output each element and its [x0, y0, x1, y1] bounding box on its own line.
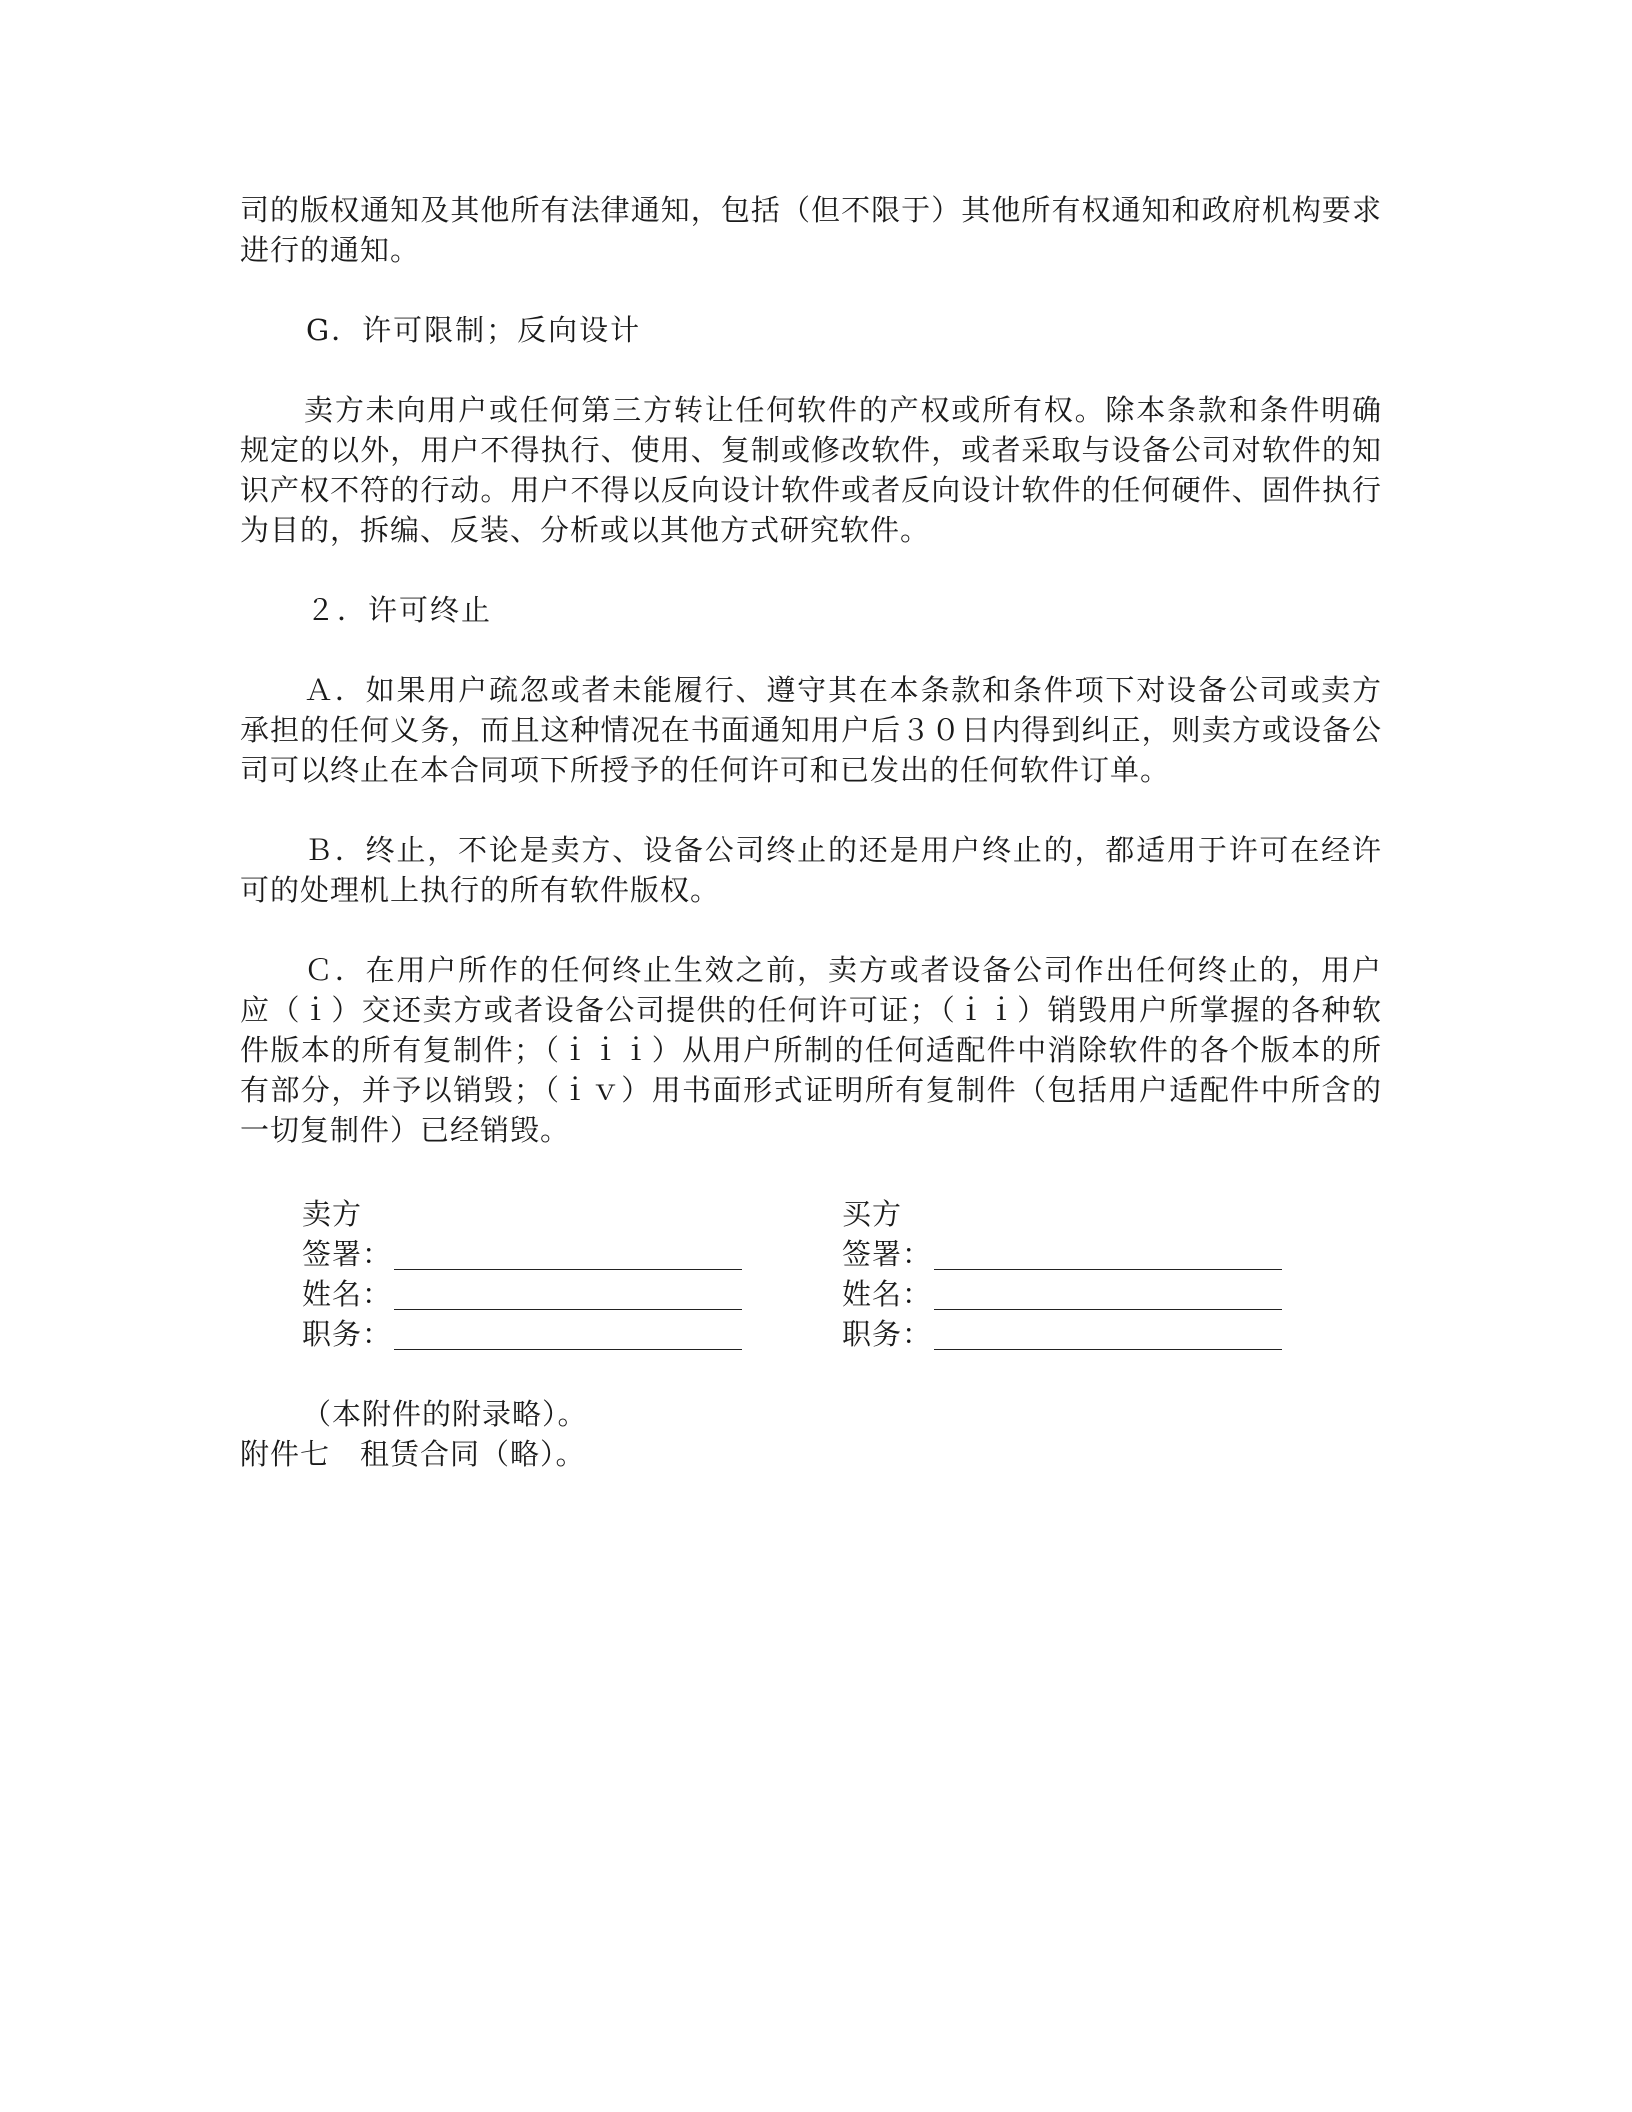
buyer-signature	[842, 1194, 1362, 1354]
section-heading-2: ２．许可终止	[306, 593, 493, 627]
document-page	[240, 190, 1382, 1474]
seller-sign-label: 签署：	[302, 1237, 393, 1271]
paragraph-continuation: 司的版权通知及其他所有法律通知，包括（但不限于）其他所有权通知和政府机构要求进行的通知。	[240, 193, 1382, 267]
seller-name-label: 姓名：	[302, 1277, 393, 1311]
buyer-sign-label: 签署：	[842, 1237, 933, 1271]
buyer-name-blank	[934, 1279, 1282, 1310]
paragraph-license-restriction: 卖方未向用户或任何第三方转让任何软件的产权或所有权。除本条款和条件明确规定的以外，用户不得执行、使用、复制或修改软件，或者采取与设备公司对软件的知识产权不符的行动。用户不得以反向设计软件或者反向设计软件的任何硬件、固件执行为目的，拆编、反装、分析或以其他方式研究软件。	[240, 393, 1382, 547]
paragraph-termination-b: Ｂ．终止，不论是卖方、设备公司终止的还是用户终止的，都适用于许可在经许可的处理机上执行的所有软件版权。	[240, 833, 1382, 907]
seller-position-blank	[394, 1319, 742, 1350]
seller-title: 卖方	[302, 1197, 363, 1231]
buyer-sign-blank	[934, 1239, 1282, 1270]
buyer-title: 买方	[842, 1197, 903, 1231]
signature-block	[240, 1194, 1382, 1394]
buyer-name-label: 姓名：	[842, 1277, 933, 1311]
appendix-note: （本附件的附录略）。	[302, 1397, 588, 1431]
seller-name-blank	[394, 1279, 742, 1310]
paragraph-termination-c: Ｃ．在用户所作的任何终止生效之前，卖方或者设备公司作出任何终止的，用户应（ｉ）交还卖方或者设备公司提供的任何许可证；（ｉｉ）销毁用户所掌握的各种软件版本的所有复制件；（ｉｉｉ）从用户所制的任何适配件中消除软件的各个版本的所有部分，并予以销毁；（ｉｖ）用书面形式证明所有复制件（包括用户适配件中所含的一切复制件）已经销毁。	[240, 953, 1382, 1147]
attachment-seven: 附件七 租赁合同（略）。	[240, 1437, 586, 1471]
paragraph-termination-a: Ａ．如果用户疏忽或者未能履行、遵守其在本条款和条件项下对设备公司或卖方承担的任何义务，而且这种情况在书面通知用户后３０日内得到纠正，则卖方或设备公司可以终止在本合同项下所授予的任何许可和已发出的任何软件订单。	[240, 673, 1382, 787]
seller-position-label: 职务：	[302, 1317, 393, 1351]
seller-sign-blank	[394, 1239, 742, 1270]
seller-signature	[302, 1194, 822, 1354]
buyer-position-blank	[934, 1319, 1282, 1350]
buyer-position-label: 职务：	[842, 1317, 933, 1351]
section-heading-g: G．许可限制；反向设计	[306, 313, 642, 347]
